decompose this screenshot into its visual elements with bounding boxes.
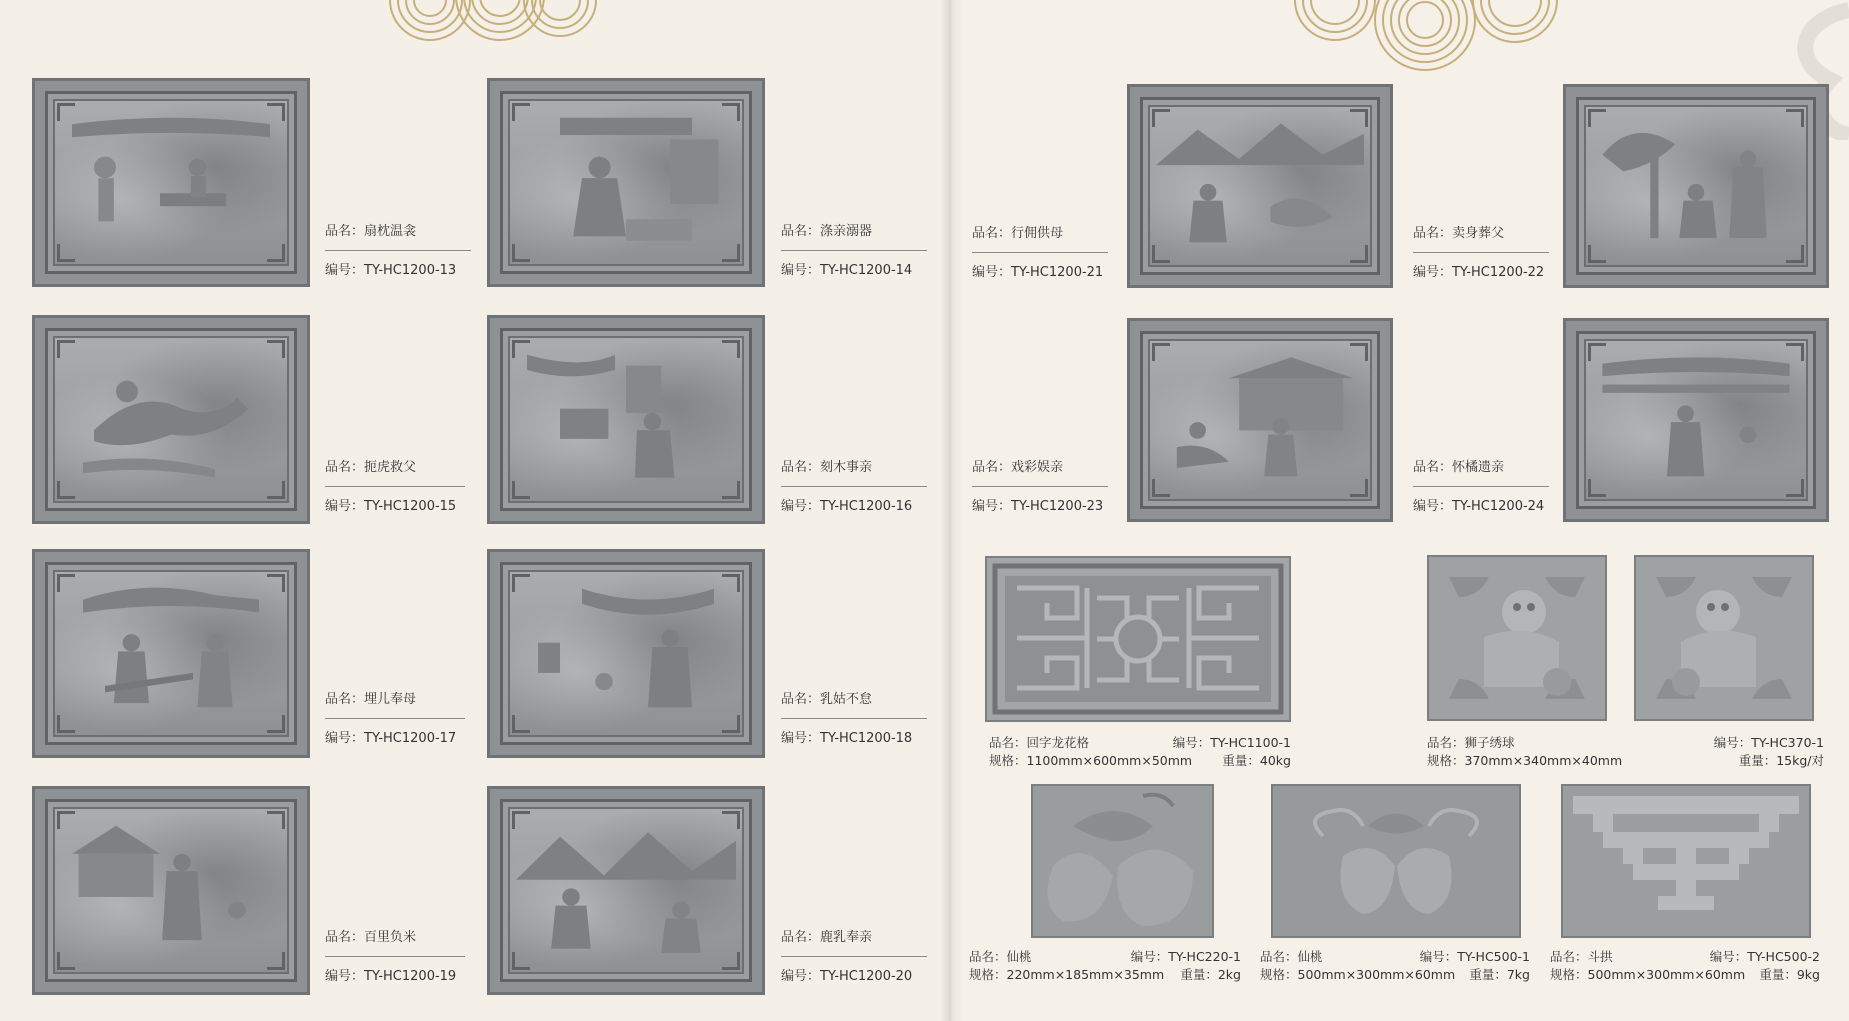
product-name: 品名：回字龙花格 — [989, 735, 1090, 750]
caption-22 — [1413, 226, 1549, 281]
spec-peach-large — [1260, 948, 1530, 984]
product-code: 编号：TY-HC500-2 — [1709, 949, 1820, 964]
product-name: 品名：戏彩娱亲 — [972, 460, 1064, 475]
relief-panel-16 — [487, 315, 765, 524]
spec-bracket — [1550, 948, 1820, 984]
relief-panel-23 — [1127, 318, 1393, 522]
product-name: 品名：扼虎救父 — [325, 460, 417, 475]
spec-peach-small — [969, 948, 1241, 984]
product-name: 品名：仙桃 — [1260, 949, 1323, 964]
caption-13 — [325, 224, 471, 279]
product-name: 品名：埋儿奉母 — [325, 692, 417, 707]
product-code: 编号：TY-HC1100-1 — [1172, 735, 1291, 750]
product-code: 编号：TY-HC1200-24 — [1413, 499, 1545, 514]
product-code: 编号：TY-HC1200-17 — [325, 731, 457, 746]
product-code: 编号：TY-HC1200-15 — [325, 499, 457, 514]
spec-lion — [1427, 734, 1824, 770]
product-name: 品名：刻木事亲 — [781, 460, 873, 475]
product-name: 品名：涤亲溺器 — [781, 224, 873, 239]
product-code: 编号：TY-HC1200-20 — [781, 969, 913, 984]
product-code: 编号：TY-HC370-1 — [1713, 735, 1824, 750]
product-code: 编号：TY-HC1200-16 — [781, 499, 913, 514]
product-code: 编号：TY-HC1200-14 — [781, 263, 913, 278]
product-name: 品名：卖身葬父 — [1413, 226, 1505, 241]
product-code: 编号：TY-HC1200-19 — [325, 969, 457, 984]
caption-20 — [781, 930, 927, 985]
product-name: 品名：扇枕温衾 — [325, 224, 417, 239]
caption-21 — [972, 226, 1108, 281]
relief-panel-19 — [32, 786, 310, 995]
product-code: 编号：TY-HC220-1 — [1130, 949, 1241, 964]
relief-panel-18 — [487, 549, 765, 758]
product-name: 品名：鹿乳奉亲 — [781, 930, 873, 945]
product-weight: 重量：9kg — [1759, 967, 1820, 982]
product-spec: 规格：500mm×300mm×60mm — [1550, 967, 1746, 982]
product-code: 编号：TY-HC1200-22 — [1413, 265, 1545, 280]
caption-23 — [972, 460, 1108, 515]
relief-panel-22 — [1563, 84, 1829, 288]
product-name: 品名：狮子绣球 — [1427, 735, 1515, 750]
lattice-panel-image — [985, 556, 1291, 722]
book-gutter — [940, 0, 964, 1021]
caption-16 — [781, 460, 927, 515]
caption-24 — [1413, 460, 1549, 515]
spec-lattice — [989, 734, 1289, 770]
product-name: 品名：乳姑不怠 — [781, 692, 873, 707]
cloud-ornament-left — [350, 0, 610, 50]
product-code: 编号：TY-HC1200-23 — [972, 499, 1104, 514]
caption-17 — [325, 692, 465, 747]
product-weight: 重量：40kg — [1222, 753, 1291, 768]
product-spec: 规格：220mm×185mm×35mm — [969, 967, 1165, 982]
product-name: 品名：怀橘遗亲 — [1413, 460, 1505, 475]
relief-panel-20 — [487, 786, 765, 995]
relief-panel-21 — [1127, 84, 1393, 288]
product-name: 品名：斗拱 — [1550, 949, 1613, 964]
relief-panel-24 — [1563, 318, 1829, 522]
product-code: 编号：TY-HC1200-13 — [325, 263, 457, 278]
product-code: 编号：TY-HC1200-21 — [972, 265, 1104, 280]
peach-panel-large-image — [1271, 784, 1521, 938]
lion-panel-left-image — [1427, 555, 1607, 721]
product-spec: 规格：1100mm×600mm×50mm — [989, 753, 1193, 768]
product-name: 品名：行佣供母 — [972, 226, 1064, 241]
product-spec: 规格：500mm×300mm×60mm — [1260, 967, 1456, 982]
lion-panel-right-image — [1634, 555, 1814, 721]
product-name: 品名：仙桃 — [969, 949, 1032, 964]
relief-panel-15 — [32, 315, 310, 524]
cloud-ornament-right — [1275, 0, 1575, 75]
caption-15 — [325, 460, 465, 515]
caption-14 — [781, 224, 927, 279]
peach-panel-small-image — [1031, 784, 1214, 938]
product-code: 编号：TY-HC1200-18 — [781, 731, 913, 746]
product-spec: 规格：370mm×340mm×40mm — [1427, 753, 1623, 768]
product-weight: 重量：15kg/对 — [1738, 753, 1824, 768]
relief-panel-13 — [32, 78, 310, 287]
product-name: 品名：百里负米 — [325, 930, 417, 945]
caption-19 — [325, 930, 465, 985]
product-code: 编号：TY-HC500-1 — [1419, 949, 1530, 964]
relief-panel-17 — [32, 549, 310, 758]
bracket-panel-image — [1561, 784, 1811, 938]
product-weight: 重量：7kg — [1469, 967, 1530, 982]
relief-panel-14 — [487, 78, 765, 287]
caption-18 — [781, 692, 927, 747]
product-weight: 重量：2kg — [1180, 967, 1241, 982]
